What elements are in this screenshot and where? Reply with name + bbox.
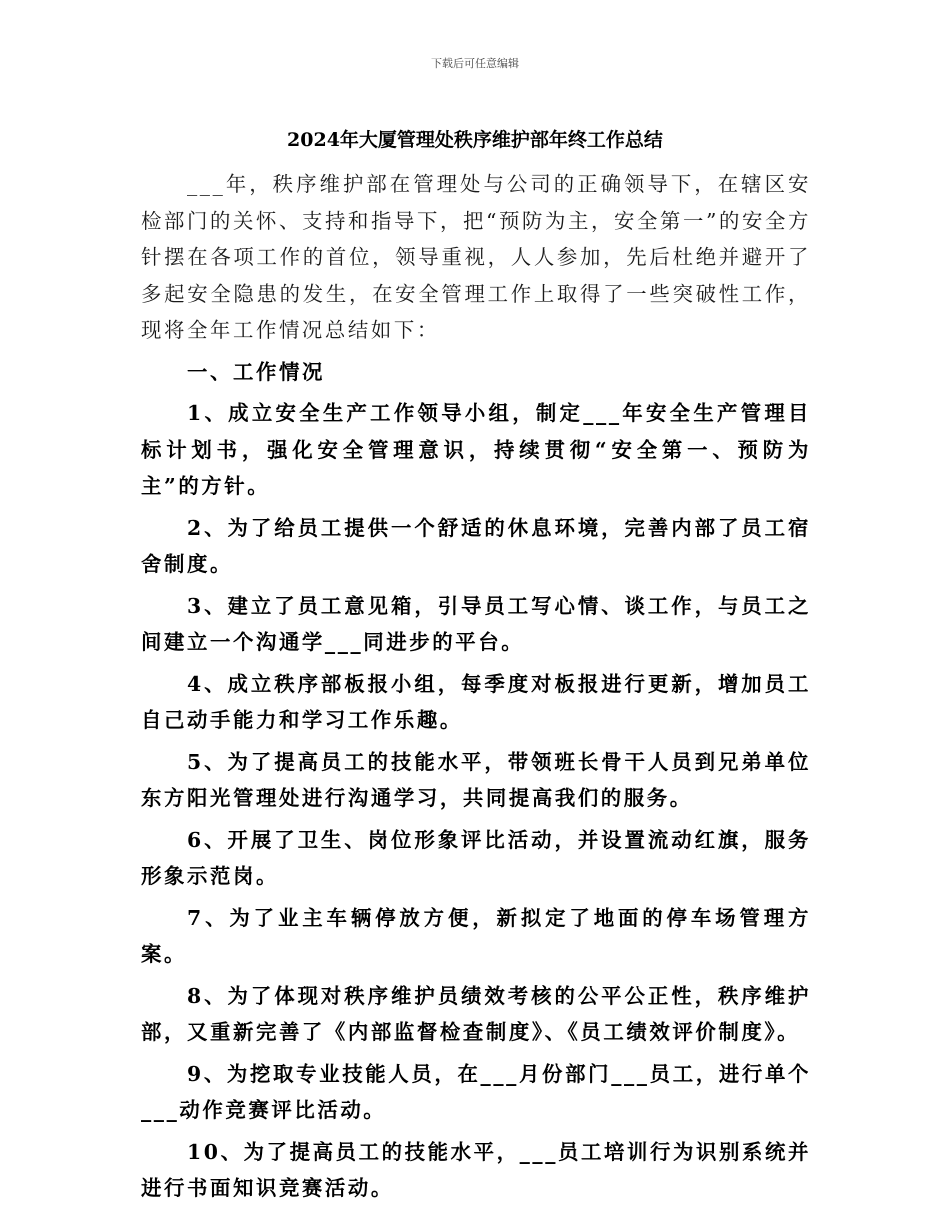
header-note: 下载后可任意编辑 xyxy=(431,57,519,70)
list-item: 3、建立了员工意见箱，引导员工写心情、谈工作，与员工之间建立一个沟通学___同进步的平台。 xyxy=(141,593,811,654)
document-body xyxy=(141,166,811,1207)
list-item: 2、为了给员工提供一个舒适的休息环境，完善内部了员工宿舍制度。 xyxy=(141,515,811,576)
list-item: 10、为了提高员工的技能水平，___员工培训行为识别系统并进行书面知识竞赛活动。 xyxy=(141,1139,811,1200)
list-item: 7、为了业主车辆停放方便，新拟定了地面的停车场管理方案。 xyxy=(141,905,811,966)
list-item: 4、成立秩序部板报小组，每季度对板报进行更新，增加员工自己动手能力和学习工作乐趣。 xyxy=(141,671,811,732)
document-title: 2024年大厦管理处秩序维护部年终工作总结 xyxy=(287,129,663,151)
list-item: 9、为挖取专业技能人员，在___月份部门___员工，进行单个___动作竞赛评比活动。 xyxy=(141,1061,811,1122)
list-item: 5、为了提高员工的技能水平，带领班长骨干人员到兄弟单位东方阳光管理处进行沟通学习，共同提高我们的服务。 xyxy=(141,749,811,810)
list-item: 1、成立安全生产工作领导小组，制定___年安全生产管理目标计划书，强化安全管理意识，持续贯彻“安全第一、预防为主”的方针。 xyxy=(141,401,811,498)
section-heading: 一、工作情况 xyxy=(187,359,325,384)
intro-paragraph: ___年，秩序维护部在管理处与公司的正确领导下，在辖区安检部门的关怀、支持和指导下，把“预防为主，安全第一”的安全方针摆在各项工作的首位，领导重视，人人参加，先后杜绝并避开了多起安全隐患的发生，在安全管理工作上取得了一些突破性工作，现将全年工作情况总结如下： xyxy=(141,172,811,342)
list-item: 6、开展了卫生、岗位形象评比活动，并设置流动红旗，服务形象示范岗。 xyxy=(141,827,811,888)
list-item: 8、为了体现对秩序维护员绩效考核的公平公正性，秩序维护部，又重新完善了《内部监督检查制度》、《员工绩效评价制度》。 xyxy=(141,983,811,1044)
